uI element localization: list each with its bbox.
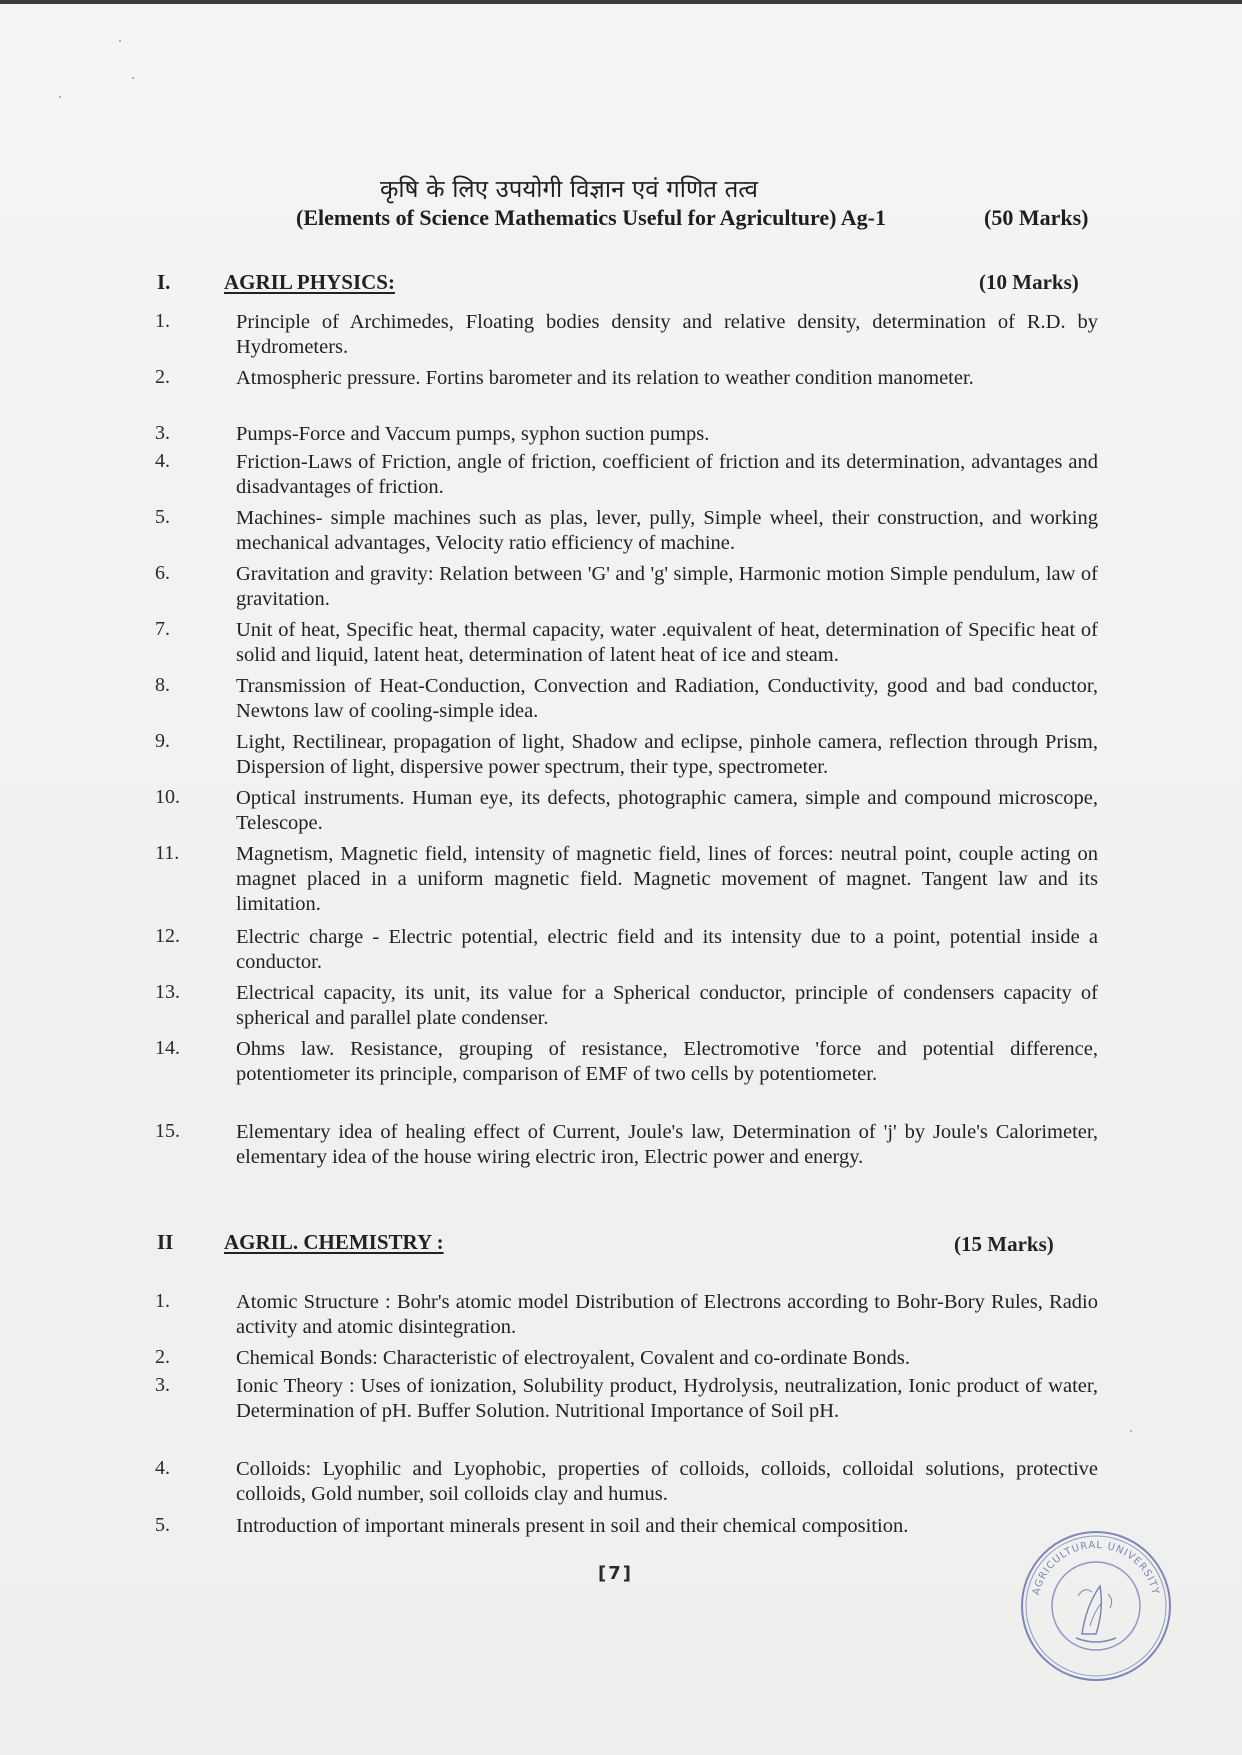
list-item-number: 5. [155, 1514, 170, 1536]
list-item-text: Optical instruments. Human eye, its defects, photographic camera, simple and compound microscope, Telescope. [236, 787, 1098, 834]
list-item-text: Electrical capacity, its unit, its value for a Spherical conductor, principle of condensers capacity of spherical and parallel plate condenser. [236, 982, 1098, 1029]
list-item-text: Gravitation and gravity: Relation between 'G' and 'g' simple, Harmonic motion Simple pendulum, law of gravitation. [236, 563, 1098, 610]
list-item-number: 11. [155, 842, 180, 864]
list-item-text: Light, Rectilinear, propagation of light, Shadow and eclipse, pinhole camera, reflection through Prism, Dispersion of light, dispersive power spectrum, their type, spectrometer. [236, 731, 1098, 778]
list-item-number: 6. [155, 562, 170, 584]
list-item-number: 1. [155, 1290, 170, 1312]
scan-top-edge [0, 0, 1242, 4]
list-item-number: 12. [155, 925, 180, 947]
seal-text-path: AGRICULTURAL UNIVERSITY [1031, 1539, 1161, 1597]
list-item-number: 15. [155, 1120, 180, 1142]
list-item-number: 3. [155, 422, 170, 444]
list-item-text: Ohms law. Resistance, grouping of resistance, Electromotive 'force and potential difference, potentiometer its principle, comparison of EMF of two cells by potentiometer. [236, 1038, 1098, 1085]
list-item-number: 10. [155, 786, 180, 808]
list-item-text: Ionic Theory : Uses of ionization, Solubility product, Hydrolysis, neutralization, Ionic product of water, Determination of pH. Buffer Solution. Nutritional Importance of Soil pH. [236, 1375, 1098, 1422]
list-item-number: 8. [155, 674, 170, 696]
list-item-text: Pumps-Force and Vaccum pumps, syphon suction pumps. [236, 423, 710, 445]
document-title-hindi: कृषि के लिए उपयोगी विज्ञान एवं गणित तत्व [380, 175, 759, 203]
list-item-number: 4. [155, 1457, 170, 1479]
list-item-text: Transmission of Heat-Conduction, Convection and Radiation, Conductivity, good and bad conductor, Newtons law of cooling-simple idea. [236, 675, 1098, 722]
section-title: AGRIL. CHEMISTRY : [224, 1230, 444, 1254]
university-seal-icon [1016, 1526, 1176, 1686]
list-item-number: 5. [155, 506, 170, 528]
scan-speck [119, 40, 121, 42]
list-item-number: 3. [155, 1374, 170, 1396]
list-item-text: Atomic Structure : Bohr's atomic model Distribution of Electrons according to Bohr-Bory Rules, Radio activity and atomic disintegration. [236, 1291, 1098, 1338]
list-item-text: Chemical Bonds: Characteristic of electroyalent, Covalent and co-ordinate Bonds. [236, 1347, 911, 1369]
list-item-text: Elementary idea of healing effect of Current, Joule's law, Determination of 'j' by Joule's Calorimeter, elementary idea of the house wiring electric iron, Electric power and energy. [236, 1121, 1098, 1168]
list-item-number: 4. [155, 450, 170, 472]
section-marks: (15 Marks) [954, 1232, 1054, 1256]
document-title-english: (Elements of Science Mathematics Useful for Agriculture) Ag-1 [296, 205, 887, 230]
list-item-text: Atmospheric pressure. Fortins barometer and its relation to weather condition manometer. [236, 367, 974, 389]
list-item-text: Friction-Laws of Friction, angle of friction, coefficient of friction and its determination, advantages and disadvantages of friction. [236, 451, 1098, 498]
scan-speck [59, 96, 61, 98]
list-item-text: Machines- simple machines such as plas, lever, pully, Simple wheel, their construction, and working mechanical advantages, Velocity ratio efficiency of machine. [236, 507, 1098, 554]
document-total-marks: (50 Marks) [984, 205, 1089, 230]
list-item-text: Principle of Archimedes, Floating bodies density and relative density, determination of R.D. by Hydrometers. [236, 311, 1098, 358]
section-number: II [157, 1230, 174, 1254]
section-title: AGRIL PHYSICS: [224, 270, 395, 294]
list-item-number: 1. [155, 310, 170, 332]
list-item-text: Unit of heat, Specific heat, thermal capacity, water .equivalent of heat, determination of Specific heat of solid and liquid, latent heat, determination of latent heat of ice and steam. [236, 619, 1098, 666]
list-item-number: 14. [155, 1037, 180, 1059]
section-marks: (10 Marks) [979, 270, 1079, 294]
list-item-number: 9. [155, 730, 170, 752]
scan-speck [132, 77, 134, 79]
list-item-text: Magnetism, Magnetic field, intensity of magnetic field, lines of forces: neutral point, couple acting on magnet placed in a uniform magnetic field. Magnetic movement of magnet. Tangent law and its limitation. [236, 843, 1098, 915]
section-number: I. [157, 270, 171, 294]
list-item-number: 7. [155, 618, 170, 640]
scan-speck [1130, 1430, 1132, 1432]
list-item-number: 13. [155, 981, 180, 1003]
list-item-text: Introduction of important minerals present in soil and their chemical composition. [236, 1515, 909, 1537]
list-item-number: 2. [155, 1346, 170, 1368]
page-number: [7] [598, 1563, 633, 1584]
list-item-text: Colloids: Lyophilic and Lyophobic, properties of colloids, colloids, colloidal solutions, protective colloids, Gold number, soil colloids clay and humus. [236, 1458, 1098, 1505]
list-item-number: 2. [155, 366, 170, 388]
list-item-text: Electric charge - Electric potential, electric field and its intensity due to a point, potential inside a conductor. [236, 926, 1098, 973]
